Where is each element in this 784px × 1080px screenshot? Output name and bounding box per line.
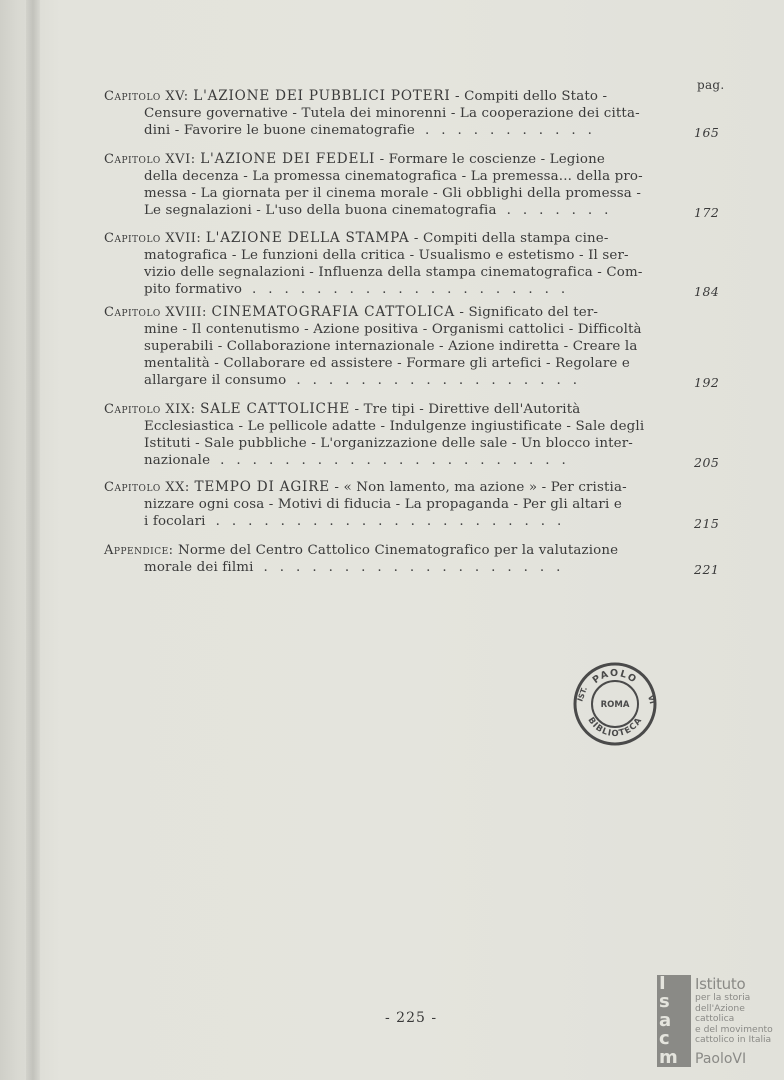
chapter-topics: Istituti - Sale pubbliche - L'organizzazione delle sale - Un blocco inter-	[144, 436, 633, 451]
toc-line	[104, 338, 716, 355]
chapter-page-number: 184	[694, 284, 720, 299]
stamp-center-text: ROMA	[600, 700, 630, 710]
toc-line	[104, 122, 720, 140]
toc-line	[104, 452, 720, 470]
toc-entry	[104, 151, 720, 220]
chapter-label: Capitolo XX:	[104, 480, 195, 495]
chapter-title: L'AZIONE DEI FEDELI	[200, 151, 376, 167]
library-stamp	[573, 662, 657, 746]
chapter-topics: mentalità - Collaborare ed assistere - Formare gli artefici - Regolare e	[144, 356, 630, 371]
toc-line	[104, 281, 720, 299]
institute-watermark-logo	[657, 975, 782, 1070]
toc-line	[104, 559, 720, 577]
logo-letter-block	[657, 975, 691, 1067]
logo-letter: I	[659, 973, 666, 994]
logo-letter: m	[659, 1046, 678, 1068]
chapter-title: CINEMATOGRAFIA CATTOLICA	[211, 304, 455, 320]
chapter-topics: - Compiti della stampa cine-	[409, 231, 609, 246]
toc-line	[104, 435, 716, 452]
chapter-topics: Norme del Centro Cattolico Cinematografico per la valutazione	[173, 543, 619, 558]
book-spine-shadow	[26, 0, 40, 1080]
chapter-page-number: 165	[694, 125, 720, 140]
chapter-topics: - Compiti dello Stato -	[450, 89, 608, 104]
chapter-label: Capitolo XVIII:	[104, 305, 212, 320]
logo-subtitle	[695, 993, 784, 1046]
dot-leader: ..................	[296, 373, 589, 388]
chapter-label: Capitolo XV:	[104, 89, 194, 104]
chapter-page-number: 221	[694, 562, 720, 577]
chapter-topics: superabili - Collaborazione internazionale - Azione indiretta - Creare la	[144, 339, 638, 354]
chapter-label: Capitolo XIX:	[104, 402, 201, 417]
toc-line	[104, 479, 716, 496]
toc-entry	[104, 230, 720, 299]
toc-line	[104, 418, 716, 435]
page-column-label: pag.	[697, 78, 725, 92]
toc-line	[104, 304, 716, 321]
logo-subtitle-line: cattolico in Italia	[695, 1034, 772, 1045]
toc-line	[104, 542, 716, 559]
dot-leader: ......................	[215, 514, 574, 529]
toc-line	[104, 202, 720, 220]
chapter-topics: dini - Favorire le buone cinematografie	[144, 123, 416, 138]
dot-leader: ...........	[425, 123, 604, 138]
chapter-page-number: 215	[694, 516, 720, 531]
chapter-label: Capitolo XVII:	[104, 231, 206, 246]
chapter-topics: - Significato del ter-	[454, 305, 599, 320]
toc-entry	[104, 479, 720, 531]
logo-subtitle-line: per la storia	[695, 992, 751, 1003]
logo-letters	[659, 975, 689, 1067]
chapter-title: L'AZIONE DEI PUBBLICI POTERI	[193, 88, 451, 104]
chapter-topics: Le segnalazioni - L'uso della buona cinematografia	[144, 203, 497, 218]
logo-title: Istituto	[695, 975, 746, 993]
chapter-page-number: 205	[694, 455, 720, 470]
chapter-topics: - Tre tipi - Direttive dell'Autorità	[350, 402, 581, 417]
dot-leader: ....................	[252, 282, 578, 297]
toc-line	[104, 513, 720, 531]
chapter-topics: - « Non lamento, ma azione » - Per cristia-	[329, 480, 627, 495]
page-number-footer: - 225 -	[385, 1010, 438, 1026]
toc-line	[104, 496, 716, 513]
logo-subtitle-line: e del movimento	[695, 1023, 773, 1035]
stamp-bottom-text: BIBLIOTECA	[585, 715, 645, 740]
chapter-topics: - Formare le coscienze - Legione	[375, 152, 605, 167]
toc-line	[104, 105, 716, 122]
chapter-title: SALE CATTOLICHE	[200, 401, 351, 417]
stamp-top-text: PAOLO	[590, 667, 640, 687]
chapter-topics: i focolari	[144, 514, 206, 529]
chapter-topics: vizio delle segnalazioni - Influenza della stampa cinematografica - Com-	[144, 265, 643, 280]
toc-line	[104, 88, 716, 105]
chapter-topics: pito formativo	[144, 282, 243, 297]
chapter-topics: nazionale	[144, 453, 211, 468]
chapter-label: Capitolo XVI:	[104, 152, 201, 167]
toc-line	[104, 372, 720, 390]
chapter-page-number: 192	[694, 375, 720, 390]
toc-line	[104, 401, 716, 418]
chapter-topics: matografica - Le funzioni della critica - Usualismo e estetismo - Il ser-	[144, 248, 629, 263]
logo-letter: s	[659, 991, 670, 1013]
toc-entry	[104, 304, 720, 390]
chapter-topics: morale dei filmi	[144, 560, 254, 575]
chapter-topics: nizzare ogni cosa - Motivi di fiducia - La propaganda - Per gli altari e	[144, 497, 622, 512]
toc-entry	[104, 88, 720, 140]
chapter-page-number: 172	[694, 205, 720, 220]
chapter-topics: messa - La giornata per il cinema morale - Gli obblighi della promessa -	[144, 186, 641, 201]
chapter-topics: mine - Il contenutismo - Azione positiva - Organismi cattolici - Difficoltà	[144, 322, 642, 337]
toc-line	[104, 247, 716, 264]
toc-line	[104, 355, 716, 372]
toc-entry	[104, 401, 720, 470]
chapter-topics: allargare il consumo	[144, 373, 287, 388]
toc-line	[104, 151, 716, 168]
stamp-left-text: IST.	[575, 685, 590, 703]
toc-line	[104, 185, 716, 202]
dot-leader: ......................	[220, 453, 578, 468]
chapter-topics: Ecclesiastica - Le pellicole adatte - Indulgenze ingiustificate - Sale degli	[144, 419, 645, 434]
toc-line	[104, 230, 716, 247]
toc-entry	[104, 542, 720, 577]
toc-line	[104, 264, 716, 281]
logo-letter: a	[659, 1009, 672, 1031]
logo-footer: PaoloVI	[695, 1051, 747, 1067]
stamp-right-text: VI	[646, 694, 657, 705]
chapter-topics: della decenza - La promessa cinematografica - La premessa... della pro-	[144, 169, 643, 184]
toc-line	[104, 321, 716, 338]
logo-letter: c	[659, 1028, 670, 1050]
dot-leader: .......	[506, 203, 621, 218]
chapter-title: L'AZIONE DELLA STAMPA	[205, 230, 410, 246]
logo-subtitle-line: dell'Azione cattolica	[695, 1002, 745, 1024]
chapter-title: TEMPO DI AGIRE	[194, 479, 330, 495]
toc-line	[104, 168, 716, 185]
chapter-label: Appendice:	[104, 543, 174, 558]
dot-leader: ...................	[263, 560, 573, 575]
chapter-topics: Censure governative - Tutela dei minorenni - La cooperazione dei citta-	[144, 106, 640, 121]
